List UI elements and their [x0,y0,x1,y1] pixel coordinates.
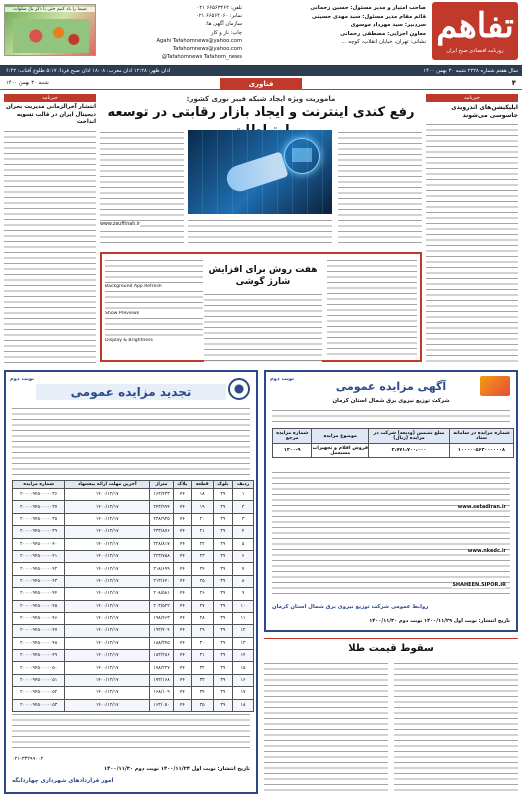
tips-center-body [204,292,322,362]
table-cell: ۲۰۰۰۰۹۴۵۰۰۰۰۰۳۷ [13,501,65,513]
ad-right-title: آگهی مزایده عمومی [335,380,447,393]
table-cell: ۱۴۰۰/۱۲/۱۷ [65,563,150,575]
table-cell: ۴۴ [173,538,191,550]
ad-left-table [12,480,254,712]
table-cell: ۱۹ [191,501,213,513]
table-cell: ۴ [233,526,254,538]
section-date: شنبه ۳۰ بهمن ۱۴۰۰ [6,80,49,86]
table-cell: ۲۰۰۰۰۹۴۵۰۰۰۰۰۵۳ [13,699,65,711]
table-cell: ۳۹ [213,625,233,637]
table-cell: ۱۴۰۰/۱۲/۱۷ [65,662,150,674]
table-cell: ۲۰۰۰۰۹۴۵۰۰۰۰۰۴۳ [13,575,65,587]
ad-left-title: تجدید مزایده عمومی [36,384,226,400]
ad-left-col-header: متراژ [150,481,174,489]
table-cell: ۲۸ [191,612,213,624]
ad-left-auction [4,370,258,794]
table-cell: ۳۹ [213,575,233,587]
table-cell: ۱۴۰۰/۱۲/۱۷ [65,650,150,662]
ad-right-footer-org: روابط عمومی شرکت توزیع نیروی برق شمال استان کرمان [272,604,429,610]
municipality-emblem [228,378,250,400]
table-cell: ۳۹ [213,600,233,612]
tips-body-col-3 [105,258,203,358]
ad-right-conditions [272,470,510,598]
table-cell: ۵ [233,538,254,550]
table-cell: ۳۳ [191,674,213,686]
table-cell: ۱۱ [233,612,254,624]
table-cell: ۴۴ [173,550,191,562]
table-cell: ۳۱ [191,650,213,662]
left-headline: انتشار آخرالزمانی مدیریت بحران دیجیتال ایران در قالب تسویه انداخت [5,104,96,125]
table-cell: ۱۹۳/۴۰۴ [150,625,174,637]
ad-left-table-body [13,489,254,712]
ad-right-intro [272,408,510,424]
charge-tips-box [100,252,422,362]
ad-right-website-2: www.nkedc.ir [467,548,506,554]
issue-date: سال هفتم شماره ۲۲۲۸ شنبه ۳۰ بهمن ۱۴۰۰ [423,68,518,74]
table-cell: ۲۰۰۰۰۹۴۵۰۰۰۰۰۴۱ [13,550,65,562]
main-body-col-1 [338,130,422,246]
gold-headline: سقوط قیمت طلا [348,643,434,654]
table-cell: ۱۴۰۰/۱۲/۱۷ [65,625,150,637]
table-row [13,674,254,686]
table-cell: ۳۹ [213,501,233,513]
table-cell: ۲۳ [191,550,213,562]
table-row [13,501,254,513]
ad-right-website-1: www.setadiran.ir [457,504,506,510]
table-cell: ۴۴ [173,650,191,662]
table-cell: ۲۰۰۰۰۹۴۵۰۰۰۰۰۴۴ [13,588,65,600]
section-title: فناوری [220,78,302,90]
table-row [13,489,254,501]
main-story [100,94,422,364]
table-row [13,612,254,624]
table-cell: ۲۱۳/۶۴۰ [150,575,174,587]
printer: چاپ: ناز و کار [211,29,242,36]
table-cell: ۱۷۸/۲۲۷ [150,662,174,674]
table-cell: ۱۴۰۰/۱۲/۱۷ [65,550,150,562]
table-cell: ۱۴۰۰/۱۲/۱۷ [65,674,150,686]
banner-ad [4,4,96,56]
table-cell: ۴۴ [173,662,191,674]
table-cell: فروش اقلام و تجهیزات مستعمل [312,445,368,456]
table-cell: ۱۲ [233,625,254,637]
table-cell: ۲۴ [191,563,213,575]
table-cell: ۱۶۳/۴۳۳ [150,489,174,501]
table-cell: ۱۷ [233,687,254,699]
table-cell: ۱۴۰۰/۱۲/۱۷ [65,600,150,612]
ad-right-auction [264,370,518,632]
table-row [13,637,254,649]
table-cell: ۴۴ [173,501,191,513]
ai-tech-image [188,130,332,214]
table-row [13,600,254,612]
table-cell: ۱ [233,489,254,501]
main-body-col-2 [100,130,184,246]
table-cell: ۲۰۰۰۰۹۴۵۰۰۰۰۰۴۵ [13,600,65,612]
ad-right-website-3: SHAHEEN.SIPOR.IR [452,582,506,588]
table-row [13,650,254,662]
table-cell: ۳۹ [213,687,233,699]
table-cell: ۴۴ [173,600,191,612]
table-cell: ۳۹ [213,489,233,501]
table-cell: ۲۶ [191,588,213,600]
table-row [13,538,254,550]
ad-left-col-header: ردیف [233,481,254,489]
section-bar [0,78,522,90]
ad-right-col-header: موضوع مزایده [312,429,369,444]
ad-right-header-row [273,429,514,444]
table-cell: ۴۴ [173,526,191,538]
table-cell: ۱۸ [191,489,213,501]
ad-left-conditions [12,712,250,752]
ad-right-col-header: شماره مزایده مرجع [273,429,312,444]
table-cell: ۱۶۳/۰۵۰ [150,699,174,711]
gold-body-left [264,661,388,793]
table-row [13,687,254,699]
ad-right-row [273,444,514,458]
tips-mention-1: Background App Refresh [105,284,162,289]
table-cell: ۲۹ [191,625,213,637]
url-mention: www.zaufitnah.ir [100,222,141,227]
ad-left-phone: ۰۲۱-۳۳۲۹۹۰۰۲ [12,756,44,762]
ai-grid-shape [188,130,332,214]
table-cell: ۴۴ [173,575,191,587]
table-cell: ۱۴۰۰/۱۲/۱۷ [65,501,150,513]
table-cell: ۳۹ [213,637,233,649]
table-cell: ۳۹ [213,538,233,550]
table-cell: ۱۷۳/۱۶۸ [150,674,174,686]
table-cell: ۲۳۸/۹۳۵ [150,513,174,525]
right-label: خبرنامه [426,94,518,102]
table-cell: ۱۴۰۰/۱۲/۱۷ [65,526,150,538]
table-cell: ۲۰۰۰۰۹۴۵۰۰۰۰۰۳۹ [13,526,65,538]
table-cell: ۳۹ [213,526,233,538]
address: نشانی: تهران، خیابان انقلاب، کوچه ... [341,39,426,45]
main-body-col-3 [188,218,332,246]
table-row [13,699,254,711]
ad-left-signature: امور قراردادهای شهرداری چهاردانگه [12,778,114,784]
table-cell: ۲۲۳/۷۵۸ [150,550,174,562]
left-label: خبرنامه [4,94,96,102]
table-cell: ۷ [233,563,254,575]
tips-mention-3: Display & Brightness [105,338,153,343]
tips-text-3 [105,316,203,338]
table-cell: ۴۴ [173,489,191,501]
table-row [13,588,254,600]
ad-left-header-row [13,481,254,489]
table-cell: ۹ [233,588,254,600]
table-cell: ۳۹ [213,674,233,686]
table-cell: ۲۰۰۰۰۹۴۵۰۰۰۰۰۴۲ [13,563,65,575]
table-cell: ۳۹ [213,662,233,674]
table-cell: ۳۰ [191,637,213,649]
left-body [4,129,96,365]
table-cell: ۲ [233,501,254,513]
table-cell: ۲۲ [191,538,213,550]
logo-tagline: روزنامه اقتصادی صبح ایران [446,48,504,54]
table-cell: ۲۰۰۰۰۹۴۵۰۰۰۰۰۴۰ [13,538,65,550]
table-cell: ۳۵ [191,699,213,711]
table-cell: ۲۰۰۰۰۹۴۵۰۰۰۰۰۴۹ [13,650,65,662]
right-body [426,122,518,362]
ad-left-col-header: شماره مزایده [13,481,65,489]
masthead [0,0,522,66]
phone: تلفن: ۶۶۵۶۳۲۶۲ ۰۲۱ [196,5,242,11]
tips-text-1 [105,258,203,284]
table-cell: ۱۴۰۰/۱۲/۱۷ [65,612,150,624]
gold-story [264,638,518,794]
table-cell: ۳۹ [213,612,233,624]
table-cell: ۱۸ [233,699,254,711]
deputy-editor: قائم مقام مدیر مسئول: سید مهدی حسینی [311,13,426,20]
ad-left-col-header: پلاک [173,481,191,489]
table-cell: ۲۰۰۰۰۹۴۵۰۰۰۰۰۵۰ [13,662,65,674]
table-cell: ۶ [233,550,254,562]
fax: نمابر: ۶۶۵۶۴۰۶۰ ۰۲۱ [195,13,242,20]
table-row [13,662,254,674]
ad-right-footer-date: تاریخ انتشار: نوبت اول ۱۴۰۰/۱۱/۲۹ نوبت دوم ۱۴۰۰/۱۱/۳۰ [369,618,510,624]
table-cell: ۳۹ [213,650,233,662]
table-cell: ۸ [233,575,254,587]
main-headline: رفع کندی اینترنت و ایجاد بازار رقابتی در توسعه [107,105,415,120]
table-cell: ۳۹ [213,563,233,575]
table-cell: ۳۴ [191,687,213,699]
staff-info [246,4,426,60]
table-cell: ۱۴۰۰/۱۲/۱۷ [65,489,150,501]
table-cell: ۱۵ [233,662,254,674]
tips-body-col-1 [327,258,417,358]
table-row [13,625,254,637]
table-cell: ۲۰۳/۵۲۲ [150,600,174,612]
table-row [13,563,254,575]
table-cell: ۴۴ [173,637,191,649]
ad-left-badge: نوبت دوم [10,376,35,382]
table-cell: ۱۴۰۰/۱۲/۱۷ [65,588,150,600]
table-cell: ۱۴ [233,650,254,662]
ad-right-col-header: شماره مزایده در سامانه ستاد [449,429,513,444]
table-cell: ۲۰۰۰۰۹۴۵۰۰۰۰۰۳۸ [13,513,65,525]
table-cell: ۴۴ [173,687,191,699]
gold-body-right [394,661,518,793]
ad-left-col-header: قطعه [191,481,213,489]
table-cell: ۲۱ [191,526,213,538]
power-company-logo [480,376,510,396]
table-cell: ۳۹ [213,513,233,525]
table-cell: ۱۸۳/۲۸۶ [150,650,174,662]
table-cell: ۴۴ [173,588,191,600]
flower-image [13,19,89,53]
table-cell: ۱۴۰۰/۱۲/۱۷ [65,538,150,550]
logo-text: تفاهم [436,6,514,46]
ad-right-badge: نوبت دوم [270,376,295,382]
table-cell: ۱۶۸/۱۰۹ [150,687,174,699]
table-cell: ۲۰۰۰۰۹۴۵۰۰۰۰۰۴۸ [13,637,65,649]
table-cell: ۲۱۸/۶۹۹ [150,563,174,575]
table-row [13,526,254,538]
table-cell: ۲۰۰۰۰۹۴۵۰۰۰۰۰۵۲ [13,687,65,699]
ads-office: سازمان آگهی ها: [205,21,242,28]
table-cell: ۱۸۸/۳۴۵ [150,637,174,649]
ad-right-table [272,428,514,458]
right-column [426,94,518,364]
table-cell: ۲۰۰۰۰۹۴۵۰۰۰۰۰۴۷ [13,625,65,637]
table-cell: ۱۰ [233,600,254,612]
table-cell: ۴۴ [173,563,191,575]
newspaper-logo [432,2,518,60]
ad-left-intro [12,406,250,476]
prayer-times: اذان ظهر: ۱۲:۲۸ اذان مغرب: ۱۸:۰۸ اذان صبح فردا: ۵:۱۷ طلوع آفتاب: ۶:۴۲ [6,68,171,74]
table-cell: ۱۴۰۰/۱۲/۱۷ [65,575,150,587]
table-cell: ۲۰۸/۵۸۱ [150,588,174,600]
main-kicker: ماموریت ویژه ایجاد شبکه فیبر نوری کشور: [186,95,336,103]
table-cell: ۱۴۰۰/۱۲/۱۷ [65,513,150,525]
tips-text-2 [105,289,203,311]
table-cell: ۳،۷۷۱،۷۰۰،۰۰۰ [369,444,450,458]
table-cell: ۳ [233,513,254,525]
email: Tafahomnews@yahoo.com [172,46,242,53]
left-column [4,94,96,364]
table-cell: ۲۴۳/۹۹۴ [150,501,174,513]
table-cell: ۳۹ [213,588,233,600]
table-cell: ۲۲۸/۸۱۷ [150,538,174,550]
date-strip [0,66,522,76]
table-cell: ۱۳ [233,637,254,649]
social: @Tafahomnews Tafahom_news [161,54,242,61]
contact-info [102,4,242,60]
table-row [13,575,254,587]
table-cell: ۲۰۰۰۰۹۴۵۰۰۰۰۰۵۱ [13,674,65,686]
email-ads: Agahi Tafahomnews@yahoo.com [156,37,242,44]
banner-slogan: شیما را یاد کنیم حتی با ذکر یک صلوات [5,7,95,12]
table-cell: ۳۹ [213,699,233,711]
table-row [13,513,254,525]
table-cell: ۴۴ [173,699,191,711]
table-cell: ۴۴ [173,612,191,624]
table-cell: ۱۰۰۰۰۰۵۶۳۰۰۰۰۰۰۸ [449,444,513,458]
table-cell: ۴۴ [173,513,191,525]
ad-left-col-header: آخرین مهلت ارائه پیشنهاد [65,481,150,489]
ad-right-col-header: مبلغ تضمین (ودیعه) شرکت در مزایده (ریال) [369,429,450,444]
table-cell: ۲۰ [191,513,213,525]
table-cell: ۲۷ [191,600,213,612]
table-cell: ۳۹ [213,550,233,562]
table-cell: ۳۲ [191,662,213,674]
chief-editor: سردبیر: سید مهرداد موسوی [350,22,426,28]
ad-left-col-header: بلوک [213,481,233,489]
table-cell: ۱۴۰۰/۱۲/۱۷ [65,699,150,711]
table-cell: ۴۴ [173,625,191,637]
right-headline: ایلیکیشن‌های اندرویدی جاسوسی می‌شوند [451,104,518,119]
table-cell: ۱۶ [233,674,254,686]
table-cell: ۱۴۰۰/۱۲/۱۷ [65,637,150,649]
table-row [13,550,254,562]
ad-left-footer: تاریخ انتشار: نوبت اول ۱۴۰۰/۱۱/۲۴ نوبت دوم ۱۴۰۰/۱۱/۳۰ [103,766,250,772]
table-cell: ۲۰۰۰۰۹۴۵۰۰۰۰۰۳۶ [13,489,65,501]
table-cell: ۱۴۰۰-۹ [273,444,312,458]
table-cell: ۲۰۰۰۰۹۴۵۰۰۰۰۰۴۶ [13,612,65,624]
table-cell: ۲۳۳/۸۷۶ [150,526,174,538]
exec-deputy: معاون اجرایی: مصطفی رحمانی [340,30,426,37]
ad-right-org: شرکت توزیع نیروی برق شمال استان کرمان [332,398,450,404]
table-cell: ۱۹۸/۴۶۳ [150,612,174,624]
table-cell: ۲۵ [191,575,213,587]
tips-title: هفت روش برای افزایش شارژ گوشی [208,265,318,287]
license-holder: صاحب امتیاز و مدیر مسئول: حسین رحمانی [310,5,426,11]
table-cell: ۴۴ [173,674,191,686]
tips-center [204,258,322,358]
tips-mention-2: Show Previews [105,311,140,316]
page-number: ۴ [511,79,516,87]
table-cell: ۱۴۰۰/۱۲/۱۷ [65,687,150,699]
